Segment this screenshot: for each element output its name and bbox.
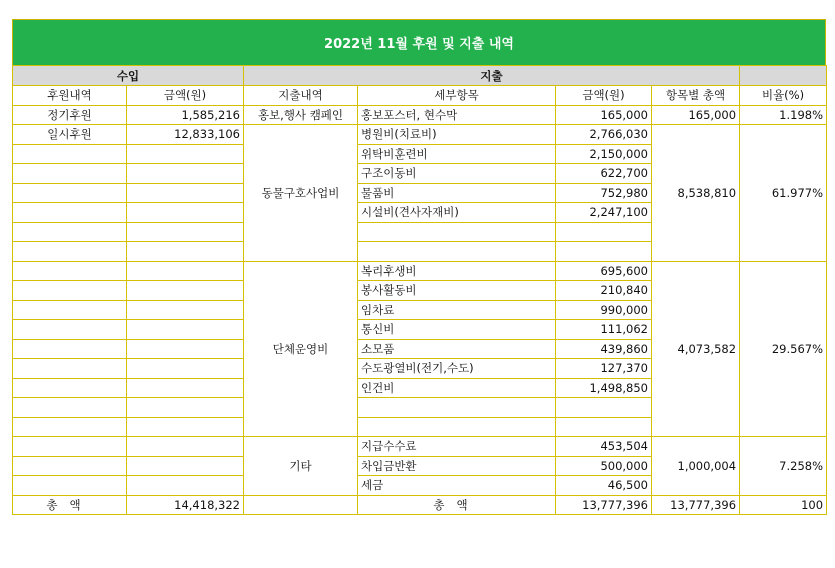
empty-cell [127,476,244,496]
detail-amount-cell: 165,000 [556,105,652,125]
empty-cell [13,183,127,203]
detail-item-cell: 인건비 [358,378,556,398]
totals-row [13,495,827,515]
detail-amount-cell: 210,840 [556,281,652,301]
empty-cell [13,261,127,281]
detail-amount-cell: 752,980 [556,183,652,203]
detail-amount-cell: 2,247,100 [556,203,652,223]
detail-item-cell: 차입금반환 [358,456,556,476]
income-total-label: 총액 [13,495,127,515]
col-header-expense-amount: 금액(원) [556,86,652,106]
table-row [13,437,827,457]
income-section-header: 수입 [13,66,244,86]
detail-item-cell: 임차료 [358,300,556,320]
empty-cell [13,339,127,359]
empty-cell [358,398,556,418]
detail-item-cell: 소모품 [358,339,556,359]
col-header-ratio: 비율(%) [740,86,827,106]
empty-cell [127,378,244,398]
empty-cell [127,417,244,437]
table-row [13,261,827,281]
col-header-income-type: 후원내역 [13,86,127,106]
income-amount-cell: 12,833,106 [127,125,244,145]
empty-cell [556,398,652,418]
income-amount-cell: 1,585,216 [127,105,244,125]
spreadsheet [12,19,826,515]
section-header-row [13,66,827,86]
category-ratio-cell: 61.977% [740,125,827,262]
empty-cell [556,242,652,262]
empty-cell [127,456,244,476]
detail-item-cell: 수도광열비(전기,수도) [358,359,556,379]
expense-category-cell: 동물구호사업비 [244,125,358,262]
income-type-cell: 일시후원 [13,125,127,145]
section-header-blank [740,66,827,86]
empty-cell [556,222,652,242]
empty-cell [13,417,127,437]
empty-cell [13,476,127,496]
detail-item-cell: 통신비 [358,320,556,340]
empty-cell [13,281,127,301]
expense-category-cell: 홍보,행사 캠페인 [244,105,358,125]
detail-amount-cell: 1,498,850 [556,378,652,398]
empty-cell [127,164,244,184]
category-total-cell: 8,538,810 [652,125,740,262]
detail-amount-cell: 2,150,000 [556,144,652,164]
col-header-detail-item: 세부항목 [358,86,556,106]
detail-item-cell: 세금 [358,476,556,496]
empty-cell [127,281,244,301]
detail-item-cell: 지급수수료 [358,437,556,457]
empty-cell [358,417,556,437]
detail-item-cell: 복리후생비 [358,261,556,281]
detail-item-cell: 봉사활동비 [358,281,556,301]
detail-amount-cell: 500,000 [556,456,652,476]
empty-cell [127,183,244,203]
expense-section-header: 지출 [244,66,740,86]
table-row [13,125,827,145]
detail-amount-cell: 2,766,030 [556,125,652,145]
column-header-row [13,86,827,106]
detail-amount-cell: 990,000 [556,300,652,320]
empty-cell [13,456,127,476]
expense-category-cell: 기타 [244,437,358,496]
category-total-cell: 4,073,582 [652,261,740,437]
empty-cell [127,300,244,320]
empty-cell [13,320,127,340]
detail-amount-cell: 46,500 [556,476,652,496]
empty-cell [13,398,127,418]
empty-cell [127,359,244,379]
category-ratio-cell: 7.258% [740,437,827,496]
detail-amount-cell: 695,600 [556,261,652,281]
empty-cell [127,339,244,359]
empty-cell [244,495,358,515]
col-header-income-amount: 금액(원) [127,86,244,106]
empty-cell [358,242,556,262]
col-header-category-total: 항목별 총액 [652,86,740,106]
detail-item-cell: 홍보포스터, 현수막 [358,105,556,125]
empty-cell [127,437,244,457]
category-total-cell: 165,000 [652,105,740,125]
detail-amount-cell: 453,504 [556,437,652,457]
detail-item-cell: 시설비(견사자재비) [358,203,556,223]
income-type-cell: 정기후원 [13,105,127,125]
empty-cell [13,437,127,457]
expense-category-cell: 단체운영비 [244,261,358,437]
category-ratio-cell: 29.567% [740,261,827,437]
detail-item-cell: 물품비 [358,183,556,203]
detail-amount-cell: 111,062 [556,320,652,340]
expense-total-label: 총액 [358,495,556,515]
empty-cell [127,261,244,281]
detail-item-cell: 병원비(치료비) [358,125,556,145]
empty-cell [13,203,127,223]
empty-cell [127,242,244,262]
category-ratio-cell: 1.198% [740,105,827,125]
empty-cell [13,222,127,242]
ratio-grand-total: 100 [740,495,827,515]
detail-amount-cell: 439,860 [556,339,652,359]
empty-cell [13,378,127,398]
empty-cell [13,359,127,379]
empty-cell [13,144,127,164]
category-grand-total: 13,777,396 [652,495,740,515]
sheet-title: 2022년 11월 후원 및 지출 내역 [12,19,826,65]
category-total-cell: 1,000,004 [652,437,740,496]
detail-item-cell: 위탁비훈련비 [358,144,556,164]
empty-cell [127,222,244,242]
empty-cell [556,417,652,437]
income-total-value: 14,418,322 [127,495,244,515]
detail-amount-cell: 622,700 [556,164,652,184]
detail-item-cell: 구조이동비 [358,164,556,184]
empty-cell [127,398,244,418]
table-row [13,105,827,125]
empty-cell [13,164,127,184]
empty-cell [13,242,127,262]
budget-table [12,65,827,515]
empty-cell [127,320,244,340]
empty-cell [13,300,127,320]
empty-cell [358,222,556,242]
expense-total-value: 13,777,396 [556,495,652,515]
col-header-expense-type: 지출내역 [244,86,358,106]
detail-amount-cell: 127,370 [556,359,652,379]
empty-cell [127,144,244,164]
empty-cell [127,203,244,223]
